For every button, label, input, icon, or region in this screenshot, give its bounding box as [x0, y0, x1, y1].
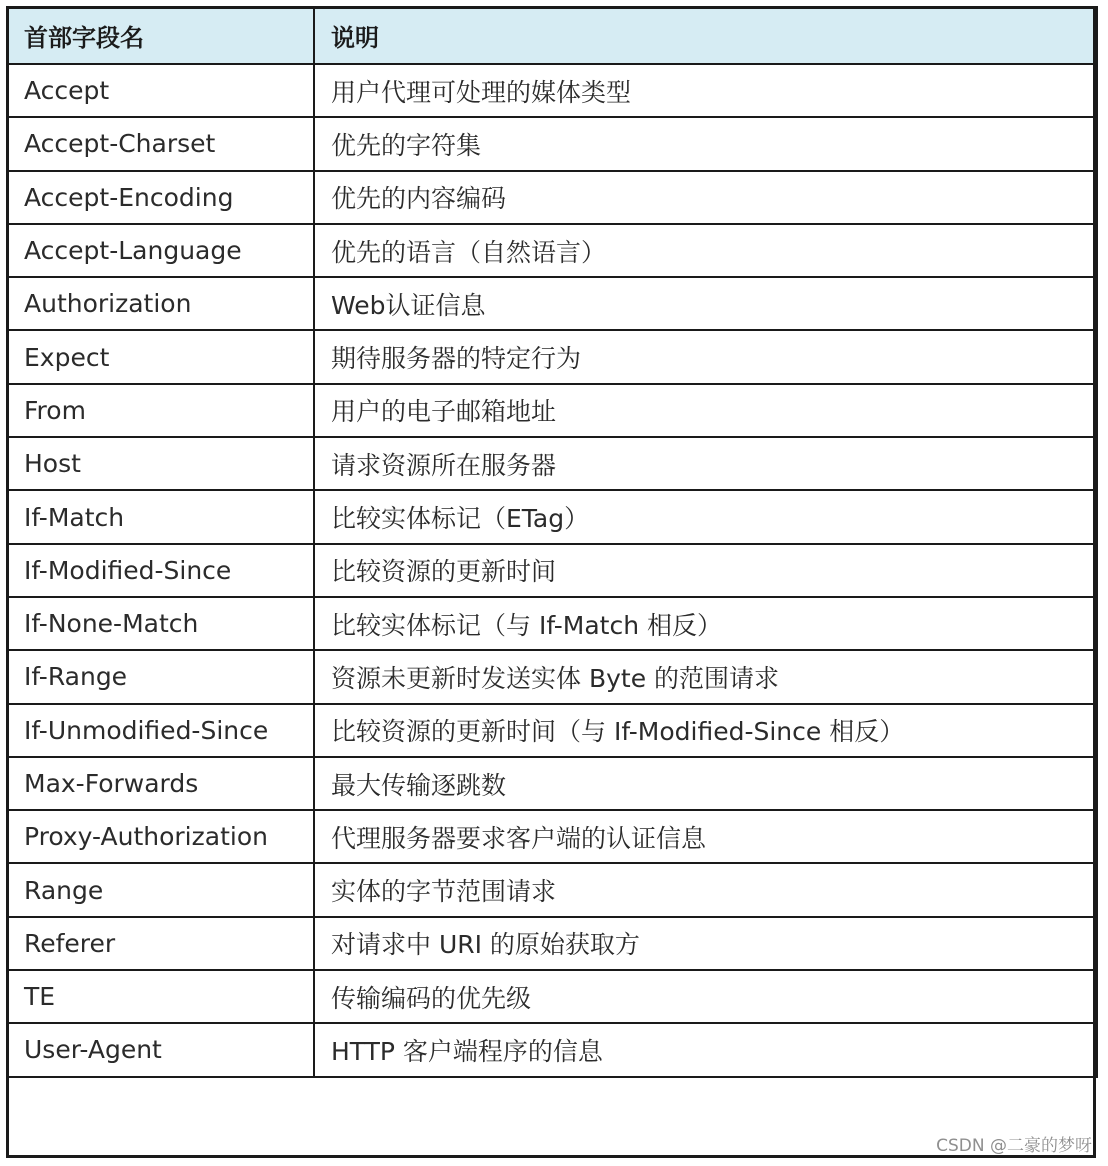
description-cell: 对请求中 URI 的原始获取方	[314, 917, 1097, 970]
field-name-cell: Accept	[7, 64, 314, 117]
field-name-cell: Accept-Encoding	[7, 171, 314, 224]
field-name-cell: Proxy-Authorization	[7, 810, 314, 863]
description-cell: 资源未更新时发送实体 Byte 的范围请求	[314, 650, 1097, 703]
field-name-cell: TE	[7, 970, 314, 1023]
field-name-cell: User-Agent	[7, 1023, 314, 1076]
field-name-cell: Expect	[7, 330, 314, 383]
description-cell: HTTP 客户端程序的信息	[314, 1023, 1097, 1076]
outer-frame	[6, 6, 1096, 1158]
description-cell: 请求资源所在服务器	[314, 437, 1097, 490]
field-name-cell: If-Match	[7, 490, 314, 543]
description-cell: 期待服务器的特定行为	[314, 330, 1097, 383]
field-name-cell: From	[7, 384, 314, 437]
field-name-cell: Range	[7, 863, 314, 916]
description-cell: Web认证信息	[314, 277, 1097, 330]
description-cell: 代理服务器要求客户端的认证信息	[314, 810, 1097, 863]
description-cell: 用户代理可处理的媒体类型	[314, 64, 1097, 117]
field-name-cell: Accept-Charset	[7, 117, 314, 170]
description-cell: 实体的字节范围请求	[314, 863, 1097, 916]
field-name-cell: Accept-Language	[7, 224, 314, 277]
description-cell: 最大传输逐跳数	[314, 757, 1097, 810]
field-name-cell: If-Modified-Since	[7, 544, 314, 597]
field-name-cell: Max-Forwards	[7, 757, 314, 810]
watermark: CSDN @二豪的梦呀	[936, 1136, 1092, 1156]
description-cell: 优先的字符集	[314, 117, 1097, 170]
field-name-cell: If-Unmodified-Since	[7, 704, 314, 757]
field-name-cell: Host	[7, 437, 314, 490]
description-cell: 比较实体标记（ETag）	[314, 490, 1097, 543]
description-cell: 比较资源的更新时间（与 If-Modified-Since 相反）	[314, 704, 1097, 757]
column-header-description: 说明	[314, 7, 1097, 64]
field-name-cell: Referer	[7, 917, 314, 970]
description-cell: 传输编码的优先级	[314, 970, 1097, 1023]
field-name-cell: If-None-Match	[7, 597, 314, 650]
field-name-cell: Authorization	[7, 277, 314, 330]
description-cell: 比较资源的更新时间	[314, 544, 1097, 597]
description-cell: 比较实体标记（与 If-Match 相反）	[314, 597, 1097, 650]
description-cell: 优先的内容编码	[314, 171, 1097, 224]
field-name-cell: If-Range	[7, 650, 314, 703]
column-header-field-name: 首部字段名	[7, 7, 314, 64]
description-cell: 优先的语言（自然语言）	[314, 224, 1097, 277]
description-cell: 用户的电子邮箱地址	[314, 384, 1097, 437]
